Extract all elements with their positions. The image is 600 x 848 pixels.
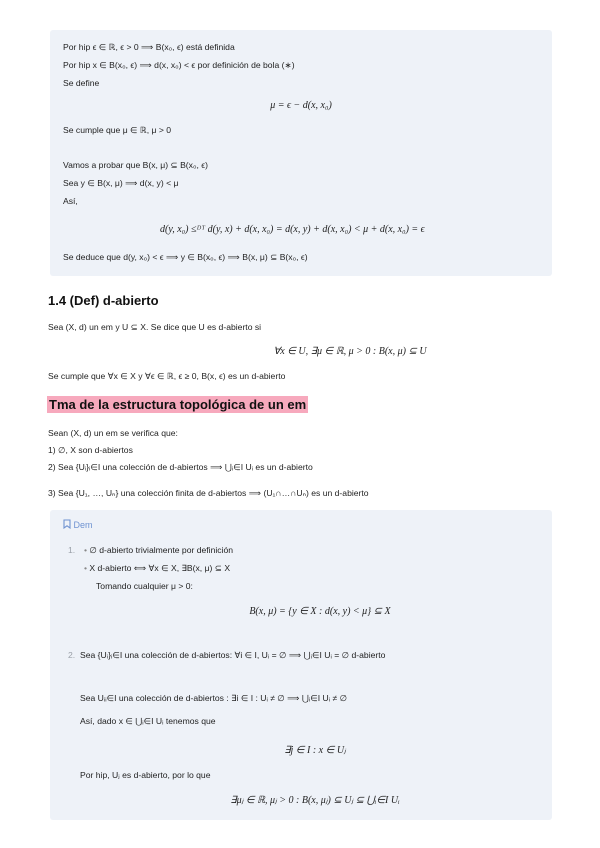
dem-eq-exists-j: ∃j ∈ I : x ∈ Uⱼ	[284, 745, 346, 756]
line-asi: Así,	[63, 196, 78, 206]
bullet-icon: •	[84, 545, 88, 555]
theorem-item-1: 1) ∅, X son d-abiertos	[48, 445, 133, 455]
def-d-abierto-text: Sea (X, d) un em y U ⊆ X. Se dice que U es d-abierto si	[48, 322, 262, 332]
dem-tomando-mu: Tomando cualquier μ > 0:	[96, 581, 193, 591]
line-se-deduce: Se deduce que d(y, x₀) < ϵ ⟹ y ∈ B(x₀, ϵ) ⟹ B(x, μ) ⊆ B(x₀, ϵ)	[63, 252, 308, 262]
list-number-2: 2.	[68, 650, 76, 660]
dem-empty-union: Sea {Uᵢ}ᵢ∈I una colección de d-abiertos: ∀i ∈ I, Uᵢ = ∅ ⟹ ⋃ᵢ∈I Uᵢ = ∅ d-abierto	[80, 650, 386, 660]
eq-mu-definition: μ = ϵ − d(x, x₀)	[270, 100, 332, 111]
theorem-item-3: 3) Sea {U₁, …, Uₙ} una colección finita de d-abiertos ⟹ (U₁∩…∩Uₙ) es un d-abierto	[48, 488, 369, 498]
dem-asi-dado: Así, dado x ∈ ⋃ᵢ∈I Uᵢ tenemos que	[80, 716, 216, 726]
section-title-d-abierto: 1.4 (Def) d-abierto	[48, 293, 159, 308]
dem-nonempty-union: Sea Uᵢᵢ∈I una colección de d-abiertos : ∃i ∈ I : Uᵢ ≠ ∅ ⟹ ⋃ᵢ∈I Uᵢ ≠ ∅	[80, 693, 348, 703]
line-vamos-probar: Vamos a probar que B(x, μ) ⊆ B(x₀, ϵ)	[63, 160, 208, 170]
bullet-text: ∅ d-abierto trivialmente por definición	[89, 545, 234, 555]
theorem-item-2: 2) Sea {Uᵢ}ᵢ∈I una colección de d-abiertos ⟹ ⋃ᵢ∈I Uᵢ es un d-abierto	[48, 462, 313, 472]
dem-por-hip: Por hip, Uⱼ es d-abierto, por lo que	[80, 770, 211, 780]
dem-bullet-x-open	[84, 563, 230, 574]
theorem-intro: Sean (X, d) un em se verifica que:	[48, 428, 178, 438]
dem-eq-ball-subset: B(x, μ) = {y ∈ X : d(x, y) < μ} ⊆ X	[249, 606, 391, 617]
dem-label: Dem	[73, 520, 93, 530]
def-d-abierto-remark: Se cumple que ∀x ∈ X y ∀ϵ ∈ ℝ, ϵ ≥ 0, B(x, ϵ) es un d-abierto	[48, 371, 286, 381]
bullet-text: X d-abierto ⟺ ∀x ∈ X, ∃B(x, μ) ⊆ X	[89, 563, 231, 573]
def-d-abierto-eq: ∀x ∈ U, ∃μ ∈ ℝ, μ > 0 : B(x, μ) ⊆ U	[273, 346, 427, 357]
bullet-icon: •	[84, 563, 88, 573]
line-mu-positive: Se cumple que μ ∈ ℝ, μ > 0	[63, 125, 172, 135]
list-number-1: 1.	[68, 545, 76, 555]
theorem-title: Tma de la estructura topológica de un em	[49, 397, 307, 412]
eq-triangle-inequality: d(y, x₀) ≤ᴰᵀ d(y, x) + d(x, x₀) = d(x, y) + d(x, x₀) < μ + d(x, x₀) = ϵ	[160, 224, 425, 235]
dem-header[interactable]	[63, 519, 93, 530]
line-se-define: Se define	[63, 78, 100, 88]
line-hyp-x: Por hip x ∈ B(x₀, ϵ) ⟹ d(x, x₀) < ϵ por definición de bola (∗)	[63, 60, 295, 70]
line-hyp-epsilon: Por hip ϵ ∈ ℝ, ϵ > 0 ⟹ B(x₀, ϵ) está definida	[63, 42, 235, 52]
dem-bullet-empty-set	[84, 545, 233, 556]
line-sea-y: Sea y ∈ B(x, μ) ⟹ d(x, y) < μ	[63, 178, 179, 188]
dem-eq-ball-in-union: ∃μⱼ ∈ ℝ, μⱼ > 0 : B(x, μⱼ) ⊆ Uⱼ ⊆ ⋃ᵢ∈I Uᵢ	[230, 795, 400, 806]
bookmark-icon	[63, 520, 74, 530]
